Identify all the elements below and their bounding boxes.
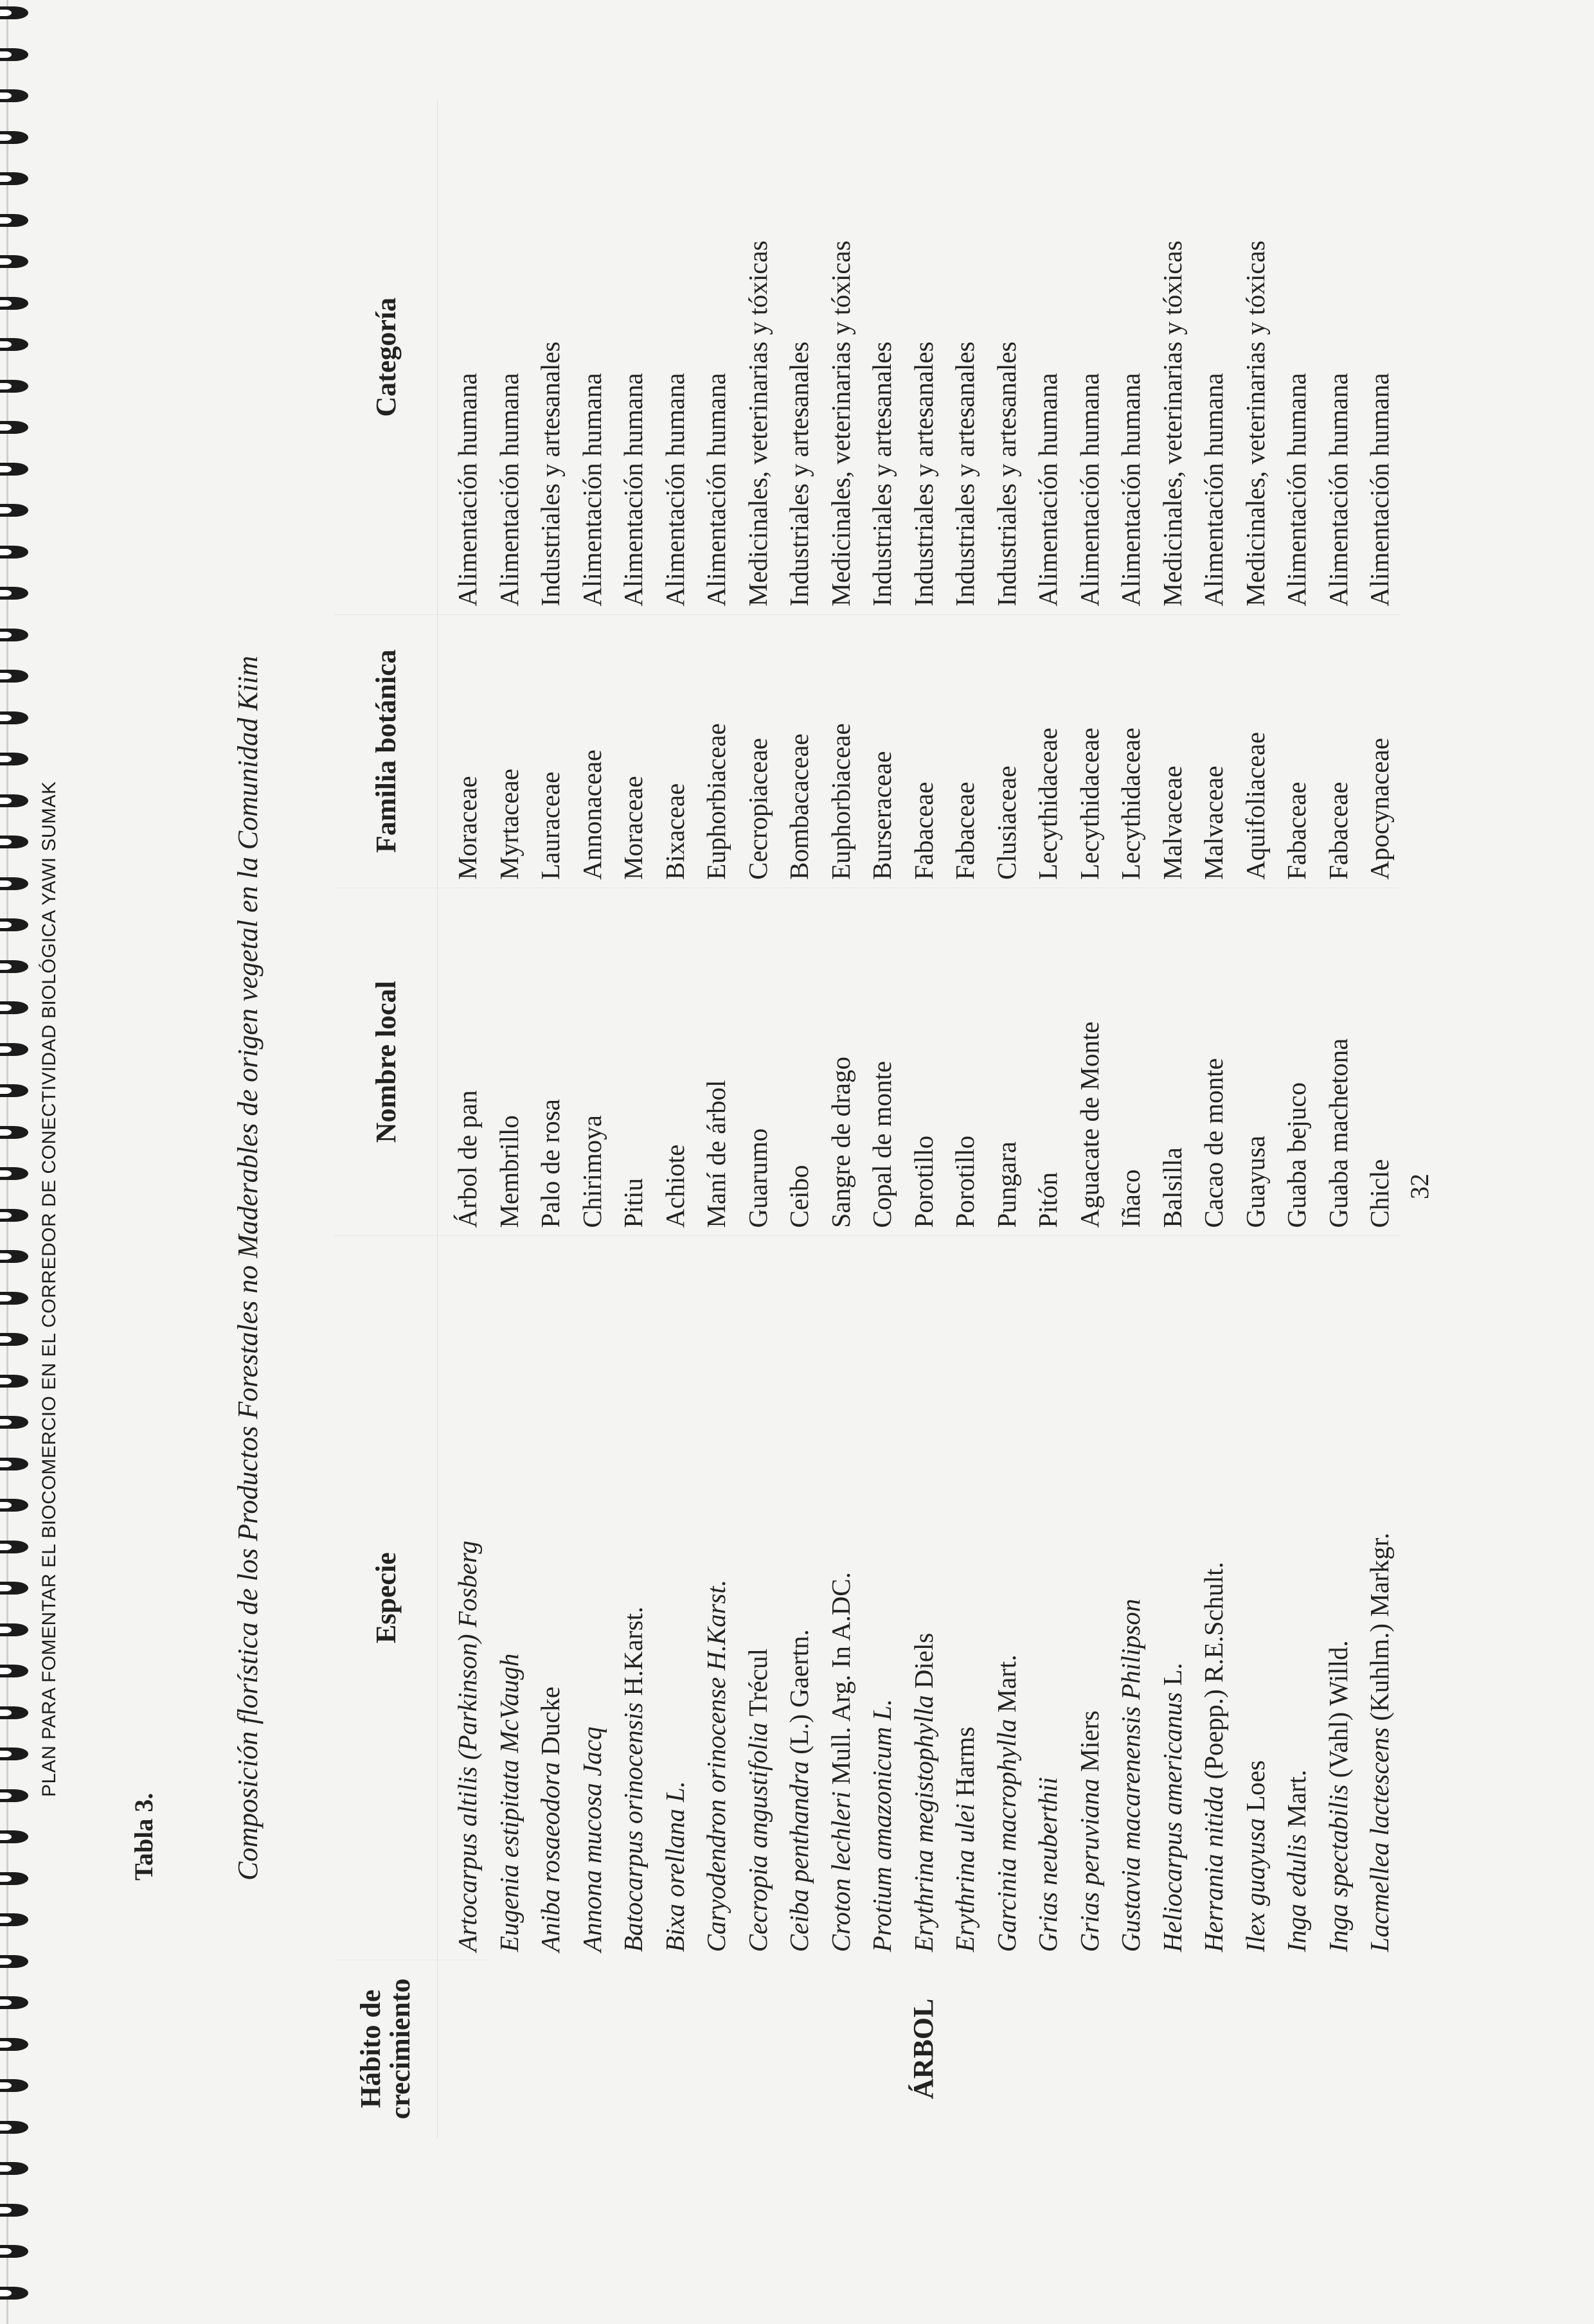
category-cell: Alimentación humana [654, 100, 696, 614]
species-cell [1152, 1236, 1194, 1960]
category-cell: Industriales y artesanales [861, 100, 903, 614]
table-row [861, 100, 903, 2138]
table-row [1359, 100, 1401, 2138]
table-row [1069, 100, 1111, 2138]
species-cell [737, 1236, 779, 1960]
species-cell [438, 1236, 488, 1960]
family-cell: Clusiaceae [986, 614, 1028, 888]
table-row [1027, 100, 1069, 2138]
species-authority: Mull. Arg. In A.DC. [825, 1572, 855, 1785]
species-cell [1276, 1236, 1318, 1960]
local-name-cell: Chicle [1359, 888, 1401, 1236]
species-cell [654, 1236, 696, 1960]
species-cell [1193, 1236, 1235, 1960]
category-cell: Alimentación humana [438, 100, 488, 614]
local-name-cell: Porotillo [944, 888, 986, 1236]
local-name-cell: Balsilla [1152, 888, 1194, 1236]
header-species: Especie [334, 1236, 438, 1960]
species-authority: (Kuhlm.) Markgr. [1365, 1532, 1395, 1721]
habit-cell: ÁRBOL [907, 1998, 939, 2100]
species-name: Heliocarpus americanus [1157, 1692, 1187, 1953]
table-row [1235, 100, 1276, 2138]
running-header: PLAN PARA FOMENTAR EL BIOCOMERCIO EN EL CORREDOR DE CONECTIVIDAD BIOLÓGICA YAWI SUMAK [39, 781, 60, 1797]
species-cell [1069, 1236, 1111, 1960]
family-cell: Malvaceae [1193, 614, 1235, 888]
species-authority: Mart. [991, 1654, 1021, 1713]
table-row [944, 100, 986, 2138]
species-name: Eugenia estipitata McVaugh [494, 1653, 524, 1953]
species-authority: Ducke [535, 1686, 566, 1756]
species-cell [1318, 1236, 1359, 1960]
local-name-cell: Guayusa [1235, 888, 1276, 1236]
local-name-cell: Pungara [986, 888, 1028, 1236]
species-name: Grias peruviana [1074, 1778, 1104, 1953]
species-name: Batocarpus orinocensis [618, 1702, 649, 1953]
category-cell: Industriales y artesanales [903, 100, 945, 614]
table-row [613, 100, 654, 2138]
family-cell: Lecythidaceae [1027, 614, 1069, 888]
table-row [530, 100, 571, 2138]
species-authority: Trécul [742, 1648, 773, 1717]
species-authority: Diels [908, 1632, 938, 1689]
table-row [778, 100, 820, 2138]
table-number: Tabla 3. [129, 1792, 158, 1881]
category-cell: Industriales y artesanales [778, 100, 820, 614]
header-family: Familia botánica [334, 614, 438, 888]
species-name: Lacmellea lactescens [1365, 1727, 1395, 1953]
family-cell: Burseraceae [861, 614, 903, 888]
table-header-row [334, 100, 438, 2138]
table-row [903, 100, 945, 2138]
species-name: Bixa orellana L. [659, 1781, 690, 1953]
local-name-cell: Sangre de drago [820, 888, 862, 1236]
family-cell: Bombacaceae [778, 614, 820, 888]
species-authority: Harms [950, 1726, 980, 1797]
family-cell: Cecropiaceae [737, 614, 779, 888]
species-cell [944, 1236, 986, 1960]
category-cell: Alimentación humana [1027, 100, 1069, 614]
family-cell: Myrtaceae [488, 614, 530, 888]
species-name: Grias neuberthii [1033, 1777, 1063, 1953]
table-row [1152, 100, 1194, 2138]
species-cell [861, 1236, 903, 1960]
species-authority: Miers [1074, 1710, 1104, 1773]
category-cell: Industriales y artesanales [986, 100, 1028, 614]
category-cell: Alimentación humana [613, 100, 654, 614]
species-name: Inga edulis [1282, 1834, 1312, 1953]
category-cell: Alimentación humana [488, 100, 530, 614]
table-row [654, 100, 696, 2138]
family-cell: Fabaceae [903, 614, 945, 888]
species-name: Gustavia macarenensis Philipson [1116, 1598, 1146, 1953]
species-cell [488, 1236, 530, 1960]
family-cell: Euphorbiaceae [695, 614, 737, 888]
family-cell: Aquifoliaceae [1235, 614, 1276, 888]
species-name: Ceiba penthandra [784, 1760, 814, 1953]
species-authority: (Vahl) Willd. [1323, 1640, 1353, 1778]
category-cell: Industriales y artesanales [944, 100, 986, 614]
local-name-cell: Palo de rosa [530, 888, 571, 1236]
species-cell [695, 1236, 737, 1960]
category-cell: Alimentación humana [1110, 100, 1152, 614]
local-name-cell: Pitiu [613, 888, 654, 1236]
category-cell: Alimentación humana [1359, 100, 1401, 614]
category-cell: Alimentación humana [1318, 100, 1359, 614]
category-cell: Alimentación humana [1276, 100, 1318, 614]
species-cell [903, 1236, 945, 1960]
local-name-cell: Guaba bejuco [1276, 888, 1318, 1236]
table-row [737, 100, 779, 2138]
species-cell [1110, 1236, 1152, 1960]
category-cell: Alimentación humana [695, 100, 737, 614]
species-authority: (Poepp.) R.E.Schult. [1199, 1562, 1229, 1780]
table-caption: Composición florística de los Productos Forestales no Maderables de origen vegetal en la Comunidad Kiim [232, 656, 264, 1881]
species-authority: L. [1157, 1663, 1187, 1686]
family-cell: Moraceae [438, 614, 488, 888]
page-number: 32 [1405, 1174, 1434, 1199]
table-row [1193, 100, 1235, 2138]
header-habit: Hábito de crecimiento [334, 1960, 438, 2138]
family-cell: Lauraceae [530, 614, 571, 888]
table-row [1318, 100, 1359, 2138]
family-cell: Moraceae [613, 614, 654, 888]
species-cell [1027, 1236, 1069, 1960]
species-name: Ilex guayusa [1240, 1818, 1270, 1953]
category-cell: Medicinales, veterinarias y tóxicas [1152, 100, 1194, 614]
table-row [695, 100, 737, 2138]
local-name-cell: Cacao de monte [1193, 888, 1235, 1236]
table-body [438, 100, 1401, 2138]
species-name: Garcinia macrophylla [991, 1719, 1021, 1953]
species-authority: H.Karst. [618, 1606, 649, 1696]
header-local-name: Nombre local [334, 888, 438, 1236]
flora-table [334, 100, 1401, 2138]
local-name-cell: Pitón [1027, 888, 1069, 1236]
species-cell [613, 1236, 654, 1960]
family-cell: Malvaceae [1152, 614, 1194, 888]
local-name-cell: Achiote [654, 888, 696, 1236]
species-name: Caryodendron orinocense H.Karst. [701, 1579, 731, 1953]
species-name: Herrania nitida [1199, 1785, 1229, 1953]
local-name-cell: Ceibo [778, 888, 820, 1236]
local-name-cell: Aguacate de Monte [1069, 888, 1111, 1236]
table-row [571, 100, 613, 2138]
local-name-cell: Guarumo [737, 888, 779, 1236]
species-name: Artocarpus altilis (Parkinson) Fosberg [452, 1541, 483, 1952]
family-cell: Lecythidaceae [1110, 614, 1152, 888]
local-name-cell: Copal de monte [861, 888, 903, 1236]
family-cell: Euphorbiaceae [820, 614, 862, 888]
local-name-cell: Iñaco [1110, 888, 1152, 1236]
header-category: Categoría [334, 100, 438, 614]
species-cell [571, 1236, 613, 1960]
local-name-cell: Árbol de pan [438, 888, 488, 1236]
local-name-cell: Membrillo [488, 888, 530, 1236]
species-cell [1235, 1236, 1276, 1960]
table-row [488, 100, 530, 2138]
family-cell: Fabaceae [1276, 614, 1318, 888]
species-name: Protium amazonicum L. [867, 1699, 897, 1953]
category-cell: Alimentación humana [1069, 100, 1111, 614]
table-row [1110, 100, 1152, 2138]
species-name: Inga spectabilis [1323, 1784, 1353, 1953]
species-cell [778, 1236, 820, 1960]
table-row [820, 100, 862, 2138]
species-cell [1359, 1236, 1401, 1960]
category-cell: Alimentación humana [571, 100, 613, 614]
species-authority: (L.) Gaertn. [784, 1629, 814, 1755]
species-name: Cecropia angustifolia [742, 1722, 773, 1953]
species-name: Erythrina ulei [950, 1803, 980, 1953]
family-cell: Lecythidaceae [1069, 614, 1111, 888]
species-cell [530, 1236, 571, 1960]
species-name: Aniba rosaeodora [535, 1762, 566, 1953]
species-authority: Loes [1240, 1760, 1270, 1812]
local-name-cell: Guaba machetona [1318, 888, 1359, 1236]
species-authority: Mart. [1282, 1769, 1312, 1828]
species-cell [986, 1236, 1028, 1960]
species-cell [820, 1236, 862, 1960]
family-cell: Apocynaceae [1359, 614, 1401, 888]
local-name-cell: Maní de árbol [695, 888, 737, 1236]
category-cell: Alimentación humana [1193, 100, 1235, 614]
family-cell: Annonaceae [571, 614, 613, 888]
family-cell: Fabaceae [944, 614, 986, 888]
category-cell: Medicinales, veterinarias y tóxicas [820, 100, 862, 614]
table-row [438, 100, 488, 2138]
category-cell: Industriales y artesanales [530, 100, 571, 614]
species-name: Annona mucosa Jacq [577, 1726, 607, 1953]
local-name-cell: Porotillo [903, 888, 945, 1236]
local-name-cell: Chirimoya [571, 888, 613, 1236]
family-cell: Fabaceae [1318, 614, 1359, 888]
table-row [1276, 100, 1318, 2138]
species-name: Croton lechleri [825, 1791, 855, 1953]
species-name: Erythrina megistophylla [908, 1695, 938, 1953]
table-row [986, 100, 1028, 2138]
category-cell: Medicinales, veterinarias y tóxicas [737, 100, 779, 614]
family-cell: Bixaceae [654, 614, 696, 888]
category-cell: Medicinales, veterinarias y tóxicas [1235, 100, 1276, 614]
